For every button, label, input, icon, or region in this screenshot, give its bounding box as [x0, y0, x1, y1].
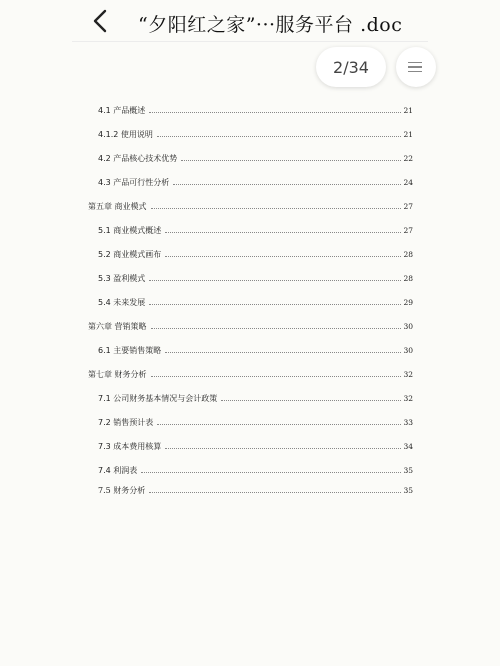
toc-entry-label: 5.2 商业模式画布: [98, 250, 162, 259]
toc-entry-label: 4.1.2 使用说明: [98, 130, 153, 139]
toc-entry-label: 7.1 公司财务基本情况与会计政策: [98, 394, 218, 403]
toc-entry-page: 35: [403, 466, 413, 475]
chevron-left-icon: [88, 8, 114, 34]
toc-entry[interactable]: [98, 298, 413, 308]
toc-entry-label: 7.3 成本费用核算: [98, 442, 162, 451]
toc-leader-dots: [149, 492, 401, 493]
toc-entry-page: 35: [403, 486, 413, 495]
toc-entry-page: 32: [403, 394, 413, 403]
toc-entry-label: 4.1 产品概述: [98, 106, 146, 115]
toc-leader-dots: [165, 352, 401, 353]
toc-entry[interactable]: [98, 394, 413, 404]
toc-entry[interactable]: [98, 274, 413, 284]
toc-leader-dots: [165, 256, 401, 257]
toc-entry[interactable]: [88, 202, 413, 212]
toc-entry-label: 第五章 商业模式: [88, 202, 147, 211]
toc-leader-dots: [151, 328, 402, 329]
toc-entry-page: 30: [403, 346, 413, 355]
toc-entry-page: 34: [403, 442, 413, 451]
toc-entry[interactable]: [88, 322, 413, 332]
toc-leader-dots: [157, 424, 401, 425]
toc-entry-label: 5.1 商业模式概述: [98, 226, 162, 235]
toc-entry[interactable]: [98, 486, 413, 496]
toc-entry-page: 30: [403, 322, 413, 331]
toc-entry-label: 7.4 利润表: [98, 466, 138, 475]
toc-leader-dots: [151, 376, 402, 377]
menu-button[interactable]: [396, 47, 436, 87]
header-divider: [72, 41, 428, 42]
top-bar: [0, 0, 500, 44]
toc-leader-dots: [165, 448, 401, 449]
toc-entry-page: 29: [403, 298, 413, 307]
toc-entry-label: 4.3 产品可行性分析: [98, 178, 170, 187]
toc-entry-label: 第六章 营销策略: [88, 322, 147, 331]
toc-leader-dots: [221, 400, 401, 401]
toc-leader-dots: [149, 304, 401, 305]
toc-entry-page: 33: [403, 418, 413, 427]
toc-leader-dots: [165, 232, 401, 233]
back-button[interactable]: [88, 8, 114, 34]
toc-entry[interactable]: [88, 370, 413, 380]
toc-leader-dots: [149, 112, 401, 113]
toc-leader-dots: [173, 184, 401, 185]
toc-entry[interactable]: [98, 154, 413, 164]
toc-leader-dots: [157, 136, 402, 137]
toc-entry[interactable]: [98, 106, 413, 116]
toc-entry-page: 27: [403, 202, 413, 211]
toc-entry-page: 22: [403, 154, 413, 163]
toc-entry[interactable]: [98, 466, 413, 476]
toc-leader-dots: [141, 472, 401, 473]
document-title: “夕阳红之家”···服务平台 .doc: [138, 14, 403, 36]
toc-entry[interactable]: [98, 418, 413, 428]
toc-entry-label: 6.1 主要销售策略: [98, 346, 162, 355]
toc-entry-label: 7.2 销售预计表: [98, 418, 154, 427]
toc-entry-label: 5.3 盈利模式: [98, 274, 146, 283]
toc-entry[interactable]: [98, 250, 413, 260]
toc-entry[interactable]: [98, 442, 413, 452]
toc-entry[interactable]: [98, 346, 413, 356]
toc-leader-dots: [181, 160, 401, 161]
toc-entry[interactable]: [98, 178, 413, 188]
toc-entry-page: 24: [403, 178, 413, 187]
toc-entry-page: 27: [403, 226, 413, 235]
toc-entry-page: 28: [403, 250, 413, 259]
toc-leader-dots: [151, 208, 402, 209]
toc-entry-page: 21: [403, 130, 413, 139]
toc-entry-label: 5.4 未来发展: [98, 298, 146, 307]
toc-entry-label: 第七章 财务分析: [88, 370, 147, 379]
page-indicator: 2/34: [316, 47, 386, 87]
toc-entry-label: 7.5 财务分析: [98, 486, 146, 495]
list-menu-icon: [408, 59, 422, 76]
toc-entry[interactable]: [98, 130, 413, 140]
toc-entry[interactable]: [98, 226, 413, 236]
toc-leader-dots: [149, 280, 401, 281]
toc-entry-label: 4.2 产品核心技术优势: [98, 154, 178, 163]
toc-entry-page: 32: [403, 370, 413, 379]
toc-entry-page: 21: [403, 106, 413, 115]
toc-entry-page: 28: [403, 274, 413, 283]
